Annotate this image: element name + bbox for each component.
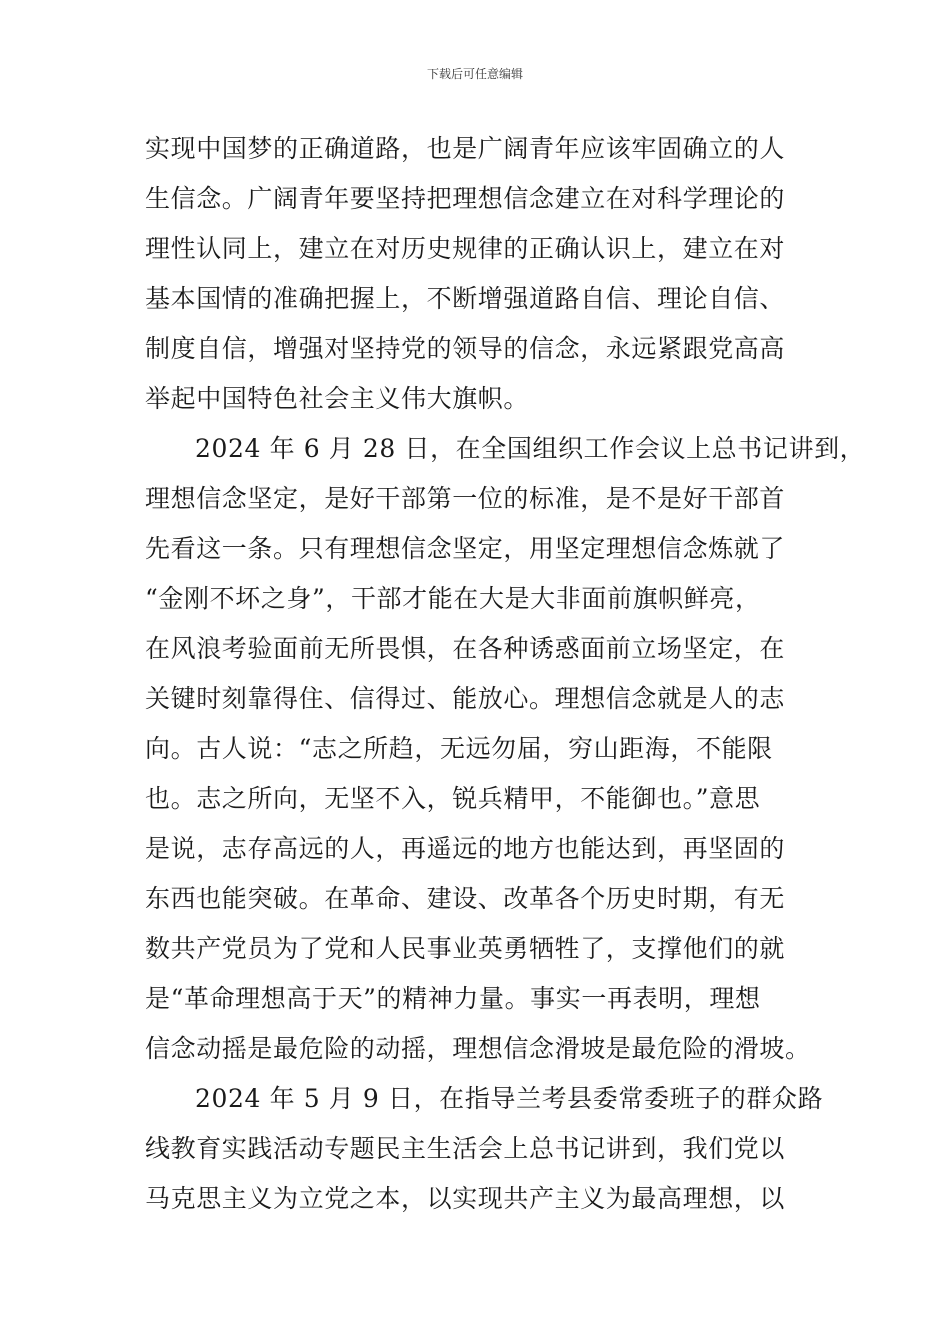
page-header: 下载后可任意编辑: [426, 67, 523, 81]
text-line: 基本国情的准确把握上，不断增强道路自信、理论自信、: [145, 284, 786, 313]
text-line: 也。志之所向，无坚不入，锐兵精甲，不能御也。”意思: [145, 784, 761, 813]
text-line: 东西也能突破。在革命、建设、改革各个历史时期，有无: [145, 884, 786, 913]
text-line: 2024 年 6 月 28 日，在全国组织工作会议上总书记讲到，: [195, 434, 866, 463]
text-line: 举起中国特色社会主义伟大旗帜。: [145, 384, 530, 413]
text-line: 关键时刻靠得住、信得过、能放心。理想信念就是人的志: [145, 684, 786, 713]
text-line: 信念动摇是最危险的动摇，理想信念滑坡是最危险的滑坡。: [145, 1034, 811, 1063]
text-line: 线教育实践活动专题民主生活会上总书记讲到，我们党以: [145, 1134, 786, 1163]
paragraph-1: [145, 124, 825, 424]
text-line: 制度自信，增强对坚持党的领导的信念，永远紧跟党高高: [145, 334, 786, 363]
text-line: 是“革命理想高于天”的精神力量。事实一再表明，理想: [145, 984, 761, 1013]
text-line: 数共产党员为了党和人民事业英勇牺牲了，支撑他们的就: [145, 934, 786, 963]
text-line: 向。古人说：“志之所趋，无远勿届，穷山距海，不能限: [145, 734, 773, 763]
paragraph-2: [145, 424, 866, 1074]
text-line: 理性认同上，建立在对历史规律的正确认识上，建立在对: [145, 234, 786, 263]
text-line: 生信念。广阔青年要坚持把理想信念建立在对科学理论的: [145, 184, 786, 213]
text-line: 在风浪考验面前无所畏惧，在各种诱惑面前立场坚定，在: [145, 634, 786, 663]
paragraph-3: [145, 1074, 825, 1224]
text-line: 是说，志存高远的人，再遥远的地方也能达到，再坚固的: [145, 834, 786, 863]
document-body: [145, 124, 866, 1224]
text-line: “金刚不坏之身”，干部才能在大是大非面前旗帜鲜亮，: [145, 584, 761, 613]
text-line: 先看这一条。只有理想信念坚定，用坚定理想信念炼就了: [145, 534, 786, 563]
text-line: 马克思主义为立党之本，以实现共产主义为最高理想，以: [145, 1184, 786, 1213]
text-line: 理想信念坚定，是好干部第一位的标准，是不是好干部首: [145, 484, 786, 513]
text-line: 2024 年 5 月 9 日，在指导兰考县委常委班子的群众路: [195, 1084, 824, 1113]
text-line: 实现中国梦的正确道路，也是广阔青年应该牢固确立的人: [145, 134, 786, 163]
